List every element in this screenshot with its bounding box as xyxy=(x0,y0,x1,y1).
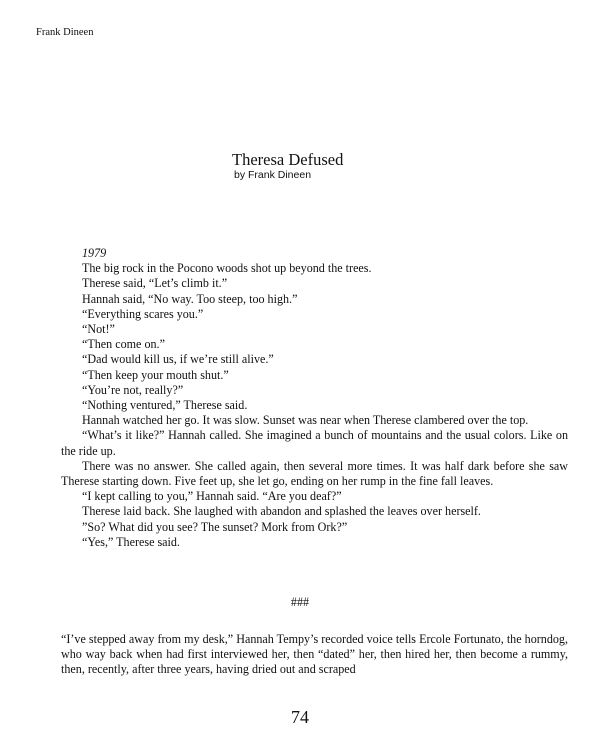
paragraph: “Yes,” Therese said. xyxy=(82,534,180,549)
paragraph: “I’ve stepped away from my desk,” Hannah Tempy’s recorded voice tells Ercole Fortunato, the horndog, who way back when had first interviewed her, then “dated” her, then hired her, then become a rummy, then, recently, after three years, having dried out and scraped xyxy=(61,632,568,677)
paragraph: Hannah watched her go. It was slow. Sunset was near when Therese clambered over the top. xyxy=(82,413,529,428)
story-title: Theresa Defused xyxy=(232,150,344,169)
paragraph: “Not!” xyxy=(82,322,115,337)
paragraph: “Then come on.” xyxy=(82,337,165,352)
paragraph: There was no answer. She called again, then several more times. It was half dark before she saw Therese starting down. Five feet up, she let go, ending on her rump in the fine fall leaves. xyxy=(61,458,568,489)
byline: by Frank Dineen xyxy=(234,169,312,181)
paragraph: The big rock in the Pocono woods shot up beyond the trees. xyxy=(82,261,372,276)
paragraph: “You’re not, really?” xyxy=(82,382,184,397)
paragraph: “I kept calling to you,” Hannah said. “Are you deaf?” xyxy=(82,489,342,504)
section-divider: ### xyxy=(290,595,310,609)
paragraph: “Everything scares you.” xyxy=(82,306,204,321)
story-body-section-1 xyxy=(61,246,568,550)
paragraph: Therese said, “Let’s climb it.” xyxy=(82,276,228,291)
paragraph: ”So? What did you see? The sunset? Mork from Ork?” xyxy=(82,519,348,534)
paragraph: “Dad would kill us, if we’re still alive.” xyxy=(82,352,274,367)
story-body-section-2 xyxy=(61,632,568,678)
year-heading: 1979 xyxy=(82,246,107,260)
paragraph: “Nothing ventured,” Therese said. xyxy=(82,398,248,413)
page-number: 74 xyxy=(291,707,309,727)
paragraph: “Then keep your mouth shut.” xyxy=(82,367,229,382)
title-block xyxy=(232,150,343,181)
running-header-author: Frank Dineen xyxy=(36,27,94,38)
paragraph: “What’s it like?” Hannah called. She imagined a bunch of mountains and the usual colors. Like on the ride up. xyxy=(61,428,568,458)
paragraph: Therese laid back. She laughed with abandon and splashed the leaves over herself. xyxy=(82,504,481,519)
paragraph: Hannah said, “No way. Too steep, too high.” xyxy=(82,291,298,306)
